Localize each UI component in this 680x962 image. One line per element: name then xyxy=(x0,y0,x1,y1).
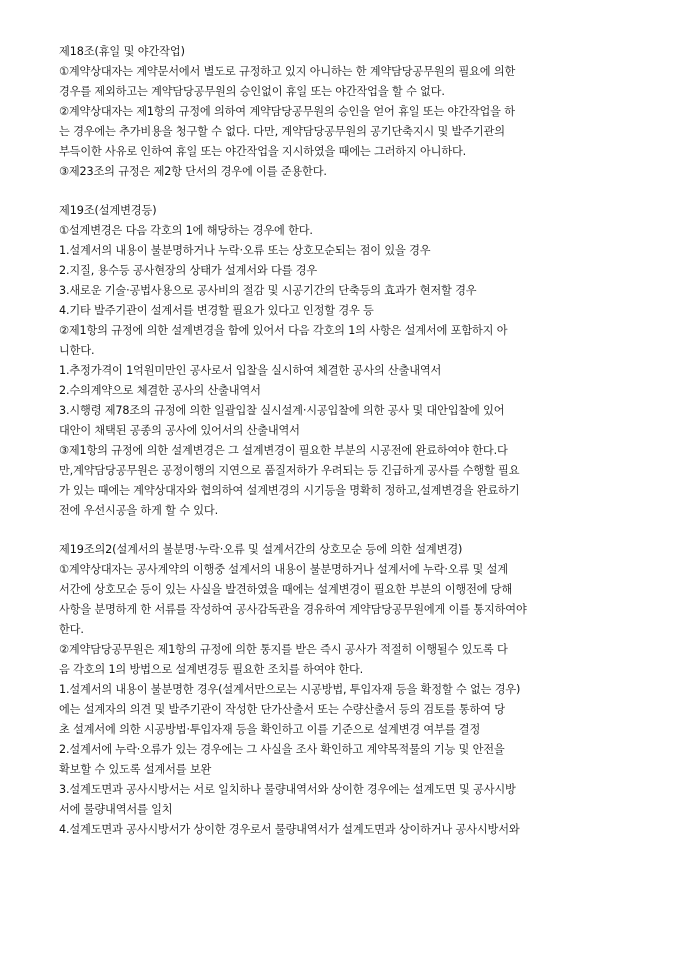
article-text-line: 에는 설계자의 의견 및 발주기관이 작성한 단가산출서 또는 수량산출서 등의 검토를 통하여 당 xyxy=(59,703,505,716)
article-text-line: 서에 물량내역서를 일치 xyxy=(59,803,173,816)
article-text-line: 음 각호의 1의 방법으로 설계변경등 필요한 조치를 하여야 한다. xyxy=(59,663,364,676)
document-page xyxy=(59,42,625,840)
article-text-line: 사항을 분명하게 한 서류를 작성하여 공사감독관을 경유하여 계약담당공무원에게 이를 통지하여야 xyxy=(59,603,527,616)
article-text-line: 경우를 제외하고는 계약담당공무원의 승인없이 휴일 또는 야간작업을 할 수 없다. xyxy=(59,85,445,98)
article-art18 xyxy=(59,42,625,182)
article-text-line: 2.지질, 용수등 공사현장의 상태가 설계서와 다를 경우 xyxy=(59,264,318,277)
article-text-line: 전에 우선시공을 하게 할 수 있다. xyxy=(59,504,218,517)
article-text-line: ②계약담당공무원은 제1항의 규정에 의한 통지를 받은 즉시 공사가 적절히 이행될수 있도록 다 xyxy=(59,643,508,656)
article-text-line: 3.새로운 기술·공법사용으로 공사비의 절감 및 시공기간의 단축등의 효과가 현저할 경우 xyxy=(59,284,477,297)
article-text-line: 서간에 상호모순 등이 있는 사실을 발견하였을 때에는 설계변경이 필요한 부분의 이행전에 당해 xyxy=(59,583,513,596)
article-text-line: 4.기타 발주기관이 설계서를 변경할 필요가 있다고 인정할 경우 등 xyxy=(59,304,374,317)
article-text-line: ②제1항의 규정에 의한 설계변경을 함에 있어서 다음 각호의 1의 사항은 설계서에 포함하지 아 xyxy=(59,324,508,337)
article-heading: 제19조(설계변경등) xyxy=(59,204,157,217)
article-text-line: 2.수의계약으로 체결한 공사의 산출내역서 xyxy=(59,384,261,397)
article-text-line: 부득이한 사유로 인하여 휴일 또는 야간작업을 지시하였을 때에는 그러하지 아니하다. xyxy=(59,145,467,158)
article-text-line: 는 경우에는 추가비용을 청구할 수 없다. 다만, 계약담당공무원의 공기단축지시 및 발주기관의 xyxy=(59,125,505,138)
article-text-line: 니한다. xyxy=(59,344,95,357)
article-text-line: 4.설계도면과 공사시방서가 상이한 경우로서 물량내역서가 설계도면과 상이하거나 공사시방서와 xyxy=(59,823,520,836)
article-text-line: 2.설계서에 누락·오류가 있는 경우에는 그 사실을 조사 확인하고 계약목적물의 기능 및 안전을 xyxy=(59,743,505,756)
article-text-line: 3.설계도면과 공사시방서는 서로 일치하나 물량내역서와 상이한 경우에는 설계도면 및 공사시방 xyxy=(59,783,516,796)
article-text-line: 가 있는 때에는 계약상대자와 협의하여 설계변경의 시기등을 명확히 정하고,설계변경을 완료하기 xyxy=(59,484,520,497)
article-text-line: ③제1항의 규정에 의한 설계변경은 그 설계변경이 필요한 부분의 시공전에 완료하여야 한다.다 xyxy=(59,444,508,457)
article-text-line: ①계약상대자는 공사계약의 이행중 설계서의 내용이 불분명하거나 설계서에 누락·오류 및 설계 xyxy=(59,563,508,576)
article-text-line: 대안이 채택된 공종의 공사에 있어서의 산출내역서 xyxy=(59,424,300,437)
article-text-line: ①설계변경은 다음 각호의 1에 해당하는 경우에 한다. xyxy=(59,224,313,237)
article-text-line: ③제23조의 규정은 제2항 단서의 경우에 이를 준용한다. xyxy=(59,165,327,178)
article-heading: 제19조의2(설계서의 불분명·누락·오류 및 설계서간의 상호모순 등에 의한 설계변경) xyxy=(59,543,463,556)
article-heading: 제18조(휴일 및 야간작업) xyxy=(59,45,185,58)
article-text-line: 만,계약담당공무원은 공정이행의 지연으로 품질저하가 우려되는 등 긴급하게 공사를 수행할 필요 xyxy=(59,464,520,477)
article-text-line: ②계약상대자는 제1항의 규정에 의하여 계약담당공무원의 승인을 얻어 휴일 또는 야간작업을 하 xyxy=(59,105,515,118)
article-text-line: 초 설계서에 의한 시공방법·투입자재 등을 확인하고 이를 기준으로 설계변경 여부를 결정 xyxy=(59,723,481,736)
article-text-line: 확보할 수 있도록 설계서를 보완 xyxy=(59,763,212,776)
article-text-line: 1.추정가격이 1억원미만인 공사로서 입찰을 실시하여 체결한 공사의 산출내역서 xyxy=(59,364,442,377)
article-art19 xyxy=(59,201,625,521)
article-text-line: 3.시행령 제78조의 규정에 의한 일괄입찰 실시설계·시공입찰에 의한 공사 및 대안입찰에 있어 xyxy=(59,404,505,417)
article-art19-2 xyxy=(59,540,625,840)
article-text-line: 1.설계서의 내용이 불분명한 경우(설계서만으로는 시공방법, 투입자재 등을 확정할 수 없는 경우) xyxy=(59,683,521,696)
article-text-line: 한다. xyxy=(59,623,84,636)
article-text-line: ①계약상대자는 계약문서에서 별도로 규정하고 있지 아니하는 한 계약담당공무원의 필요에 의한 xyxy=(59,65,516,78)
article-text-line: 1.설계서의 내용이 불분명하거나 누락·오류 또는 상호모순되는 점이 있을 경우 xyxy=(59,244,431,257)
